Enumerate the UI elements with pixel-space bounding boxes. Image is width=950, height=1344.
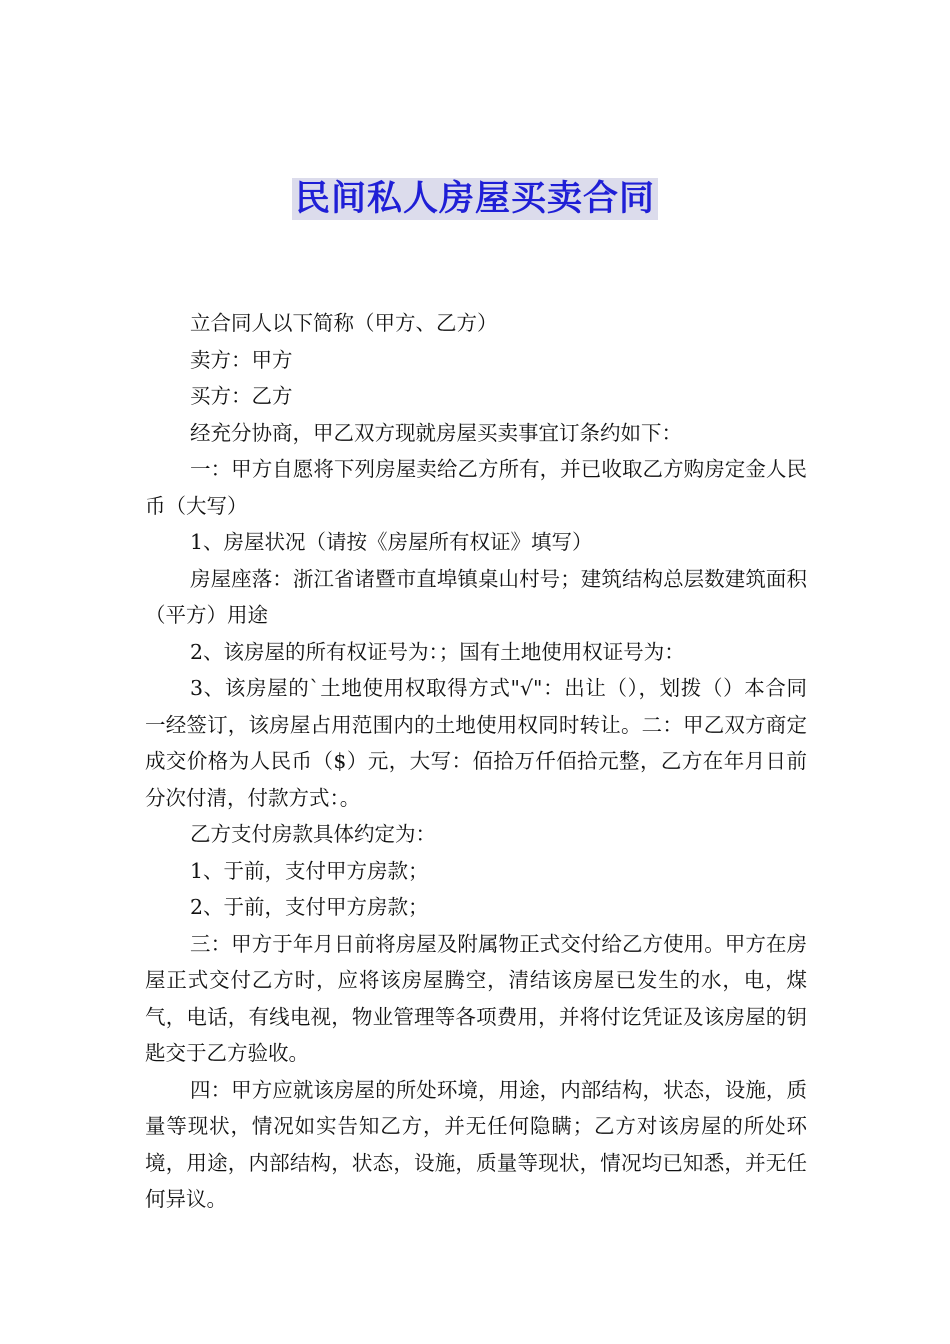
paragraph-seller: 卖方：甲方 <box>190 347 293 372</box>
paragraph-certificate-numbers: 2、该房屋的所有权证号为：；国有土地使用权证号为： <box>190 639 685 664</box>
paragraph-land-use-and-clause-2: 3、该房屋的`土地使用权取得方式"√"：出让（），划拨（）本合同一经签订，该房屋占用范围内的土地使用权同时转让。二：甲乙双方商定成交价格为人民币（$）元，大写：佰拾万仟佰拾元整，乙方在年月日前分次付清，付款方式：。 <box>145 676 807 810</box>
paragraph-preamble: 经充分协商，甲乙双方现就房屋买卖事宜订条约如下： <box>190 420 682 445</box>
paragraph-house-status: 1、房屋状况（请按《房屋所有权证》填写） <box>190 530 593 554</box>
paragraph-payment-terms: 乙方支付房款具体约定为： <box>190 822 436 846</box>
paragraph-parties: 立合同人以下简称（甲方、乙方） <box>190 311 498 335</box>
paragraph-clause-1: 一：甲方自愿将下列房屋卖给乙方所有，并已收取乙方购房定金人民币（大写） <box>145 457 807 518</box>
paragraph-buyer: 买方：乙方 <box>190 384 293 408</box>
paragraph-clause-4: 四：甲方应就该房屋的所处环境，用途，内部结构，状态，设施，质量等现状，情况如实告知乙方，并无任何隐瞒；乙方对该房屋的所处环境，用途，内部结构，状态，设施，质量等现状，情况均已知悉，并无任何异议。 <box>145 1077 807 1211</box>
paragraph-clause-3: 三：甲方于年月日前将房屋及附属物正式交付给乙方使用。甲方在房屋正式交付乙方时，应将该房屋腾空，清结该房屋已发生的水，电，煤气，电话，有线电视，物业管理等各项费用，并将付讫凭证及该房屋的钥匙交于乙方验收。 <box>145 931 807 1065</box>
document-title: 民间私人房屋买卖合同 <box>292 178 658 220</box>
document-body <box>145 305 807 1218</box>
title-container <box>0 178 950 220</box>
paragraph-payment-2: 2、于前，支付甲方房款； <box>190 895 429 919</box>
paragraph-house-location: 房屋座落：浙江省诸暨市直埠镇桌山村号；建筑结构总层数建筑面积（平方）用途 <box>145 566 807 627</box>
paragraph-payment-1: 1、于前，支付甲方房款； <box>190 858 429 883</box>
